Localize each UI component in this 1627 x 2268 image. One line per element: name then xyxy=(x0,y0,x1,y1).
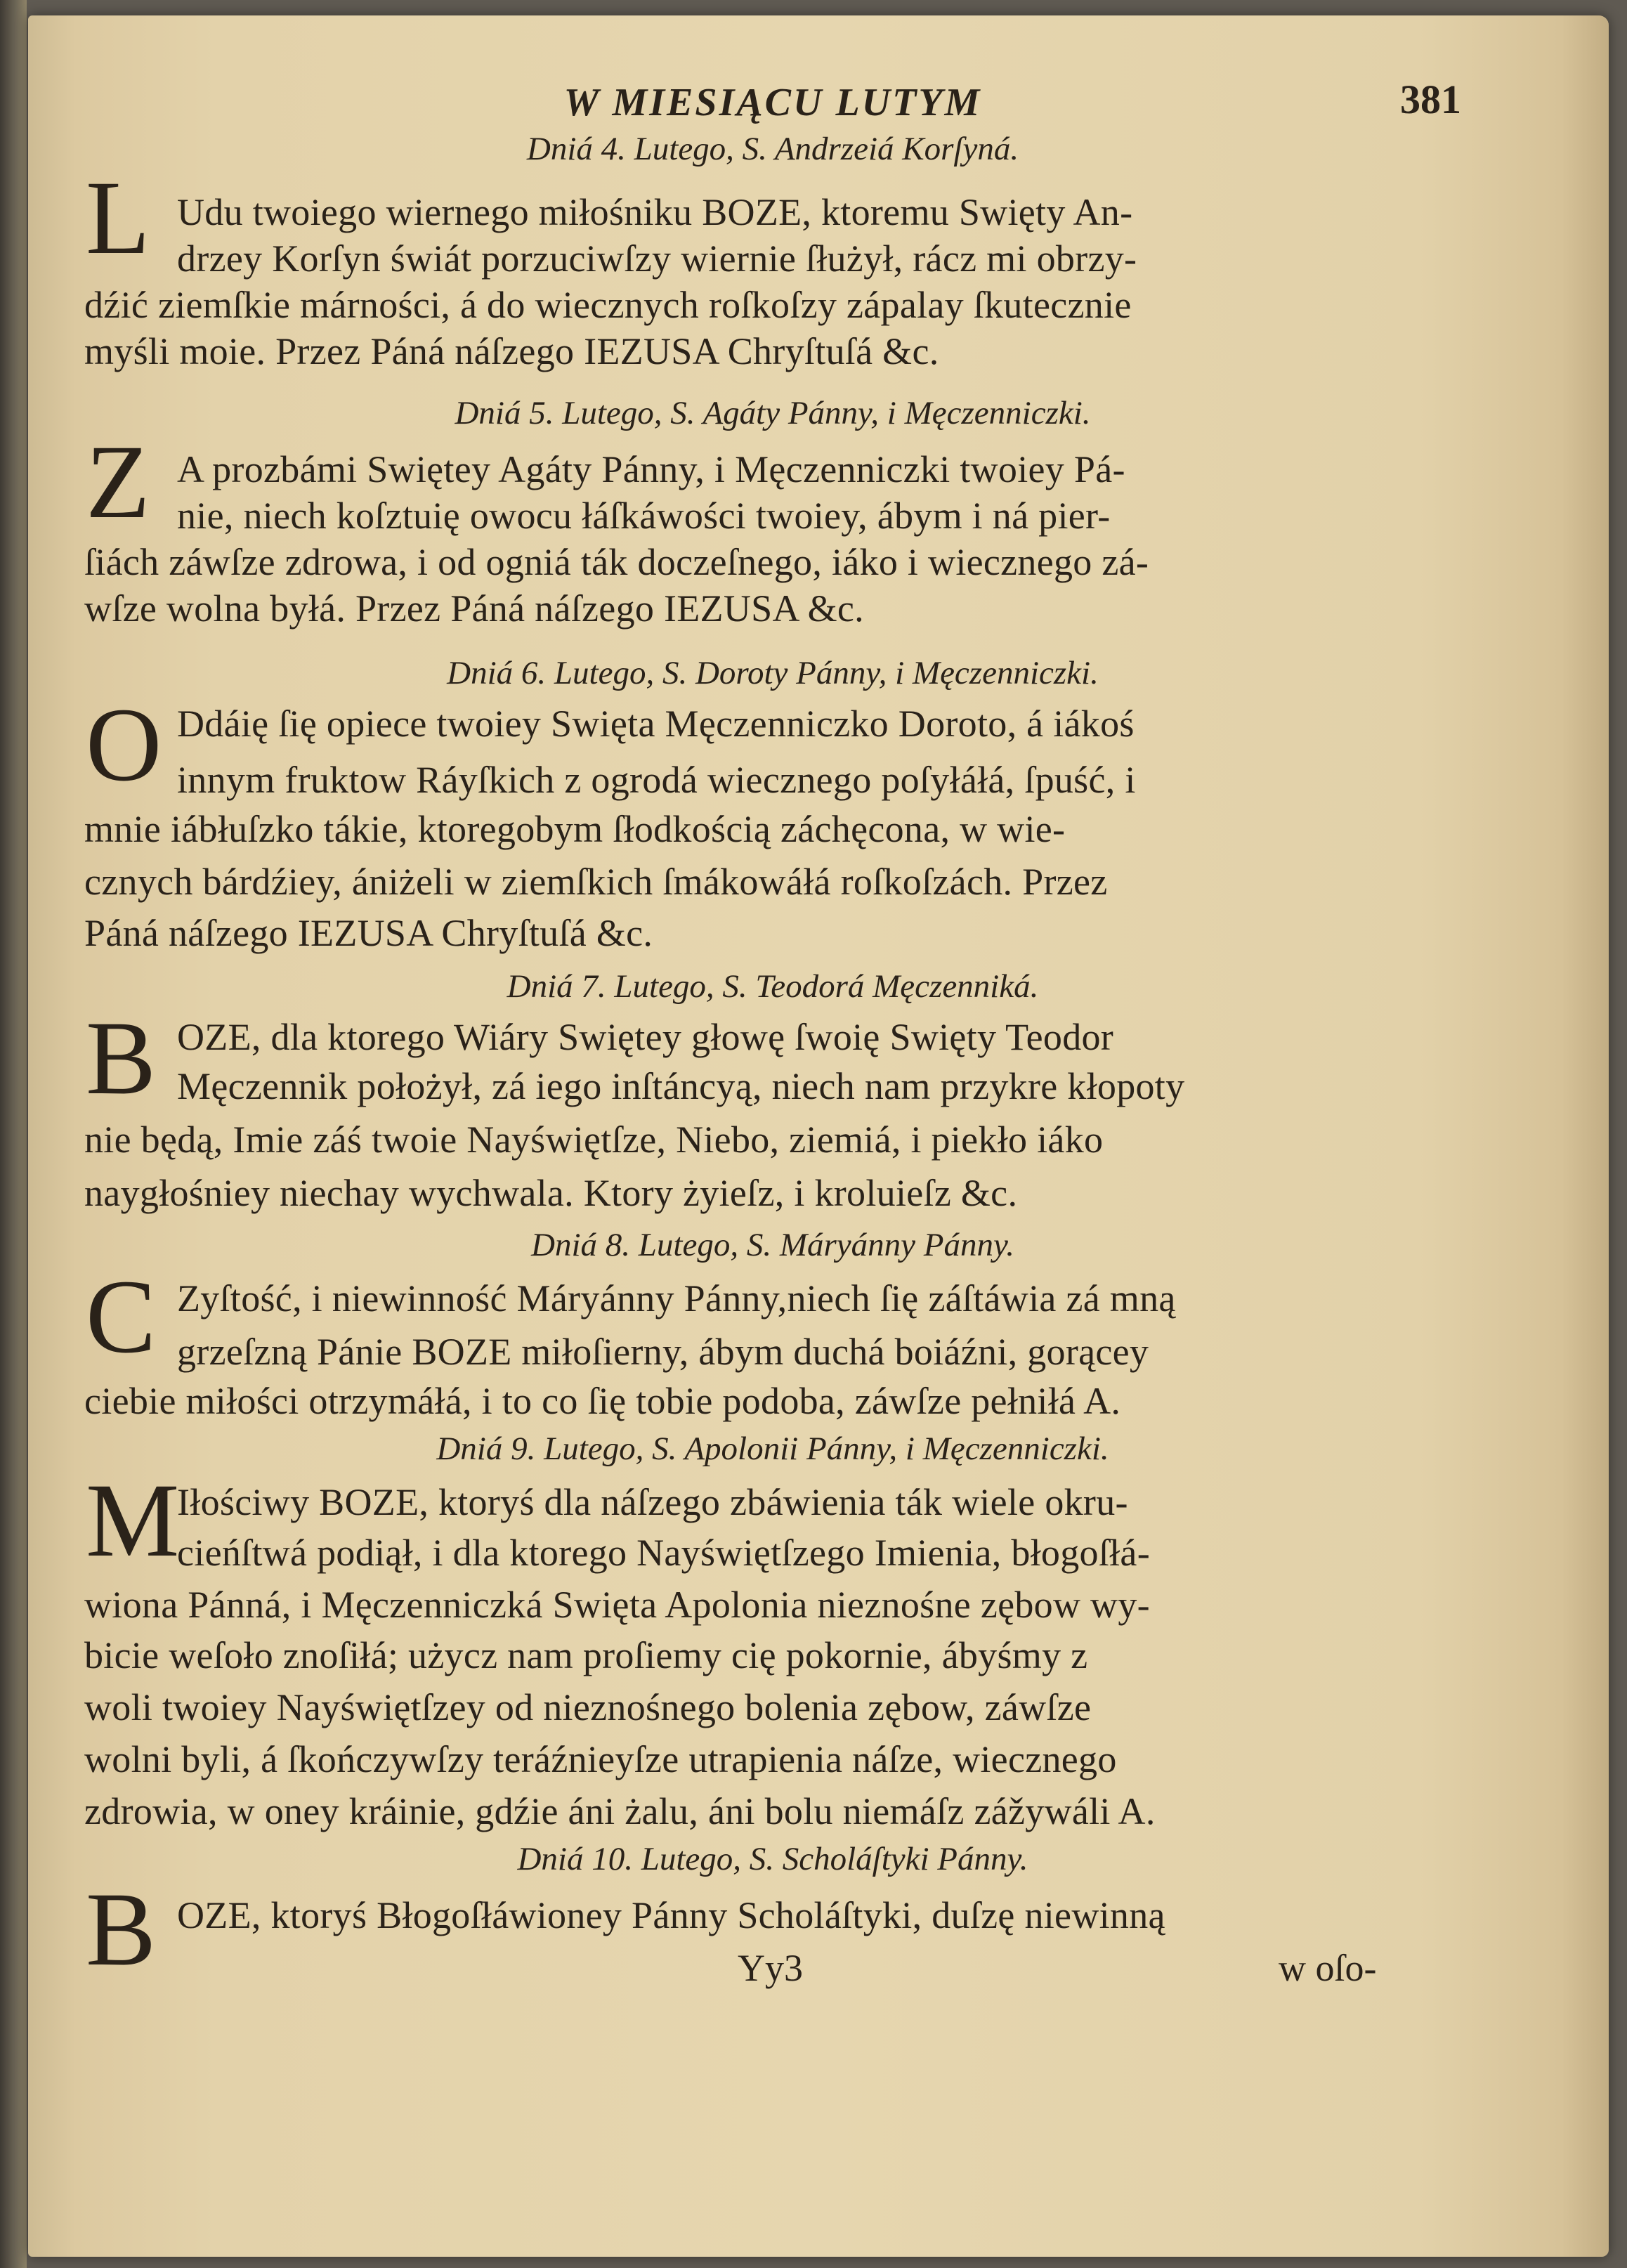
drop-cap-initial: L xyxy=(86,159,150,276)
text-line: OZE, dla ktorego Wiáry Swiętey głowę ſwoię Swięty Teodor xyxy=(177,1016,1114,1058)
text-line: bicie weſoło znoſiłá; użycz nam proſiemy cię pokornie, ábyśmy z xyxy=(84,1634,1088,1676)
text-line: Ddáię ſię opiece twoiey Swięta Męczenniczko Doroto, á iákoś xyxy=(177,703,1135,745)
text-line: grzeſzną Pánie BOZE miłoſierny, ábym duchá boiáźni, gorącey xyxy=(177,1331,1149,1373)
text-line: ciebie miłości otrzymáłá, i to co ſię tobie podoba, záwſze pełniłá A. xyxy=(84,1380,1121,1422)
text-line: naygłośniey niechay wychwala. Ktory żyieſz, i kroluieſz &c. xyxy=(84,1172,1018,1214)
running-head: W MIESIĄCU LUTYM xyxy=(563,81,982,124)
text-line: dźić ziemſkie márności, á do wiecznych roſkoſzy zápalay ſkutecznie xyxy=(84,284,1132,326)
drop-cap-initial: B xyxy=(86,1000,157,1116)
text-line: zdrowia, w oney kráinie, gdźie áni żalu, áni bolu niemáſz zážywáli A. xyxy=(84,1790,1156,1832)
text-line: nie, niech koſztuię owocu łáſkáwości twoiey, ábym i ná pier- xyxy=(177,495,1111,537)
text-line: drzey Korſyn świát porzuciwſzy wiernie ſłużył, rácz mi obrzy- xyxy=(177,237,1137,280)
text-line: wiona Pánná, i Męczenniczká Swięta Apolonia nieznośne zębow wy- xyxy=(84,1584,1150,1626)
text-line: Iłościwy BOZE, ktoryś dla náſzego zbáwienia ták wiele okru- xyxy=(177,1481,1128,1523)
text-line: Udu twoiego wiernego miłośniku BOZE, ktoremu Swięty An- xyxy=(177,191,1133,233)
text-line: myśli moie. Przez Páná náſzego IEZUSA Chryſtuſá &c. xyxy=(84,330,939,372)
catchword: w oſo- xyxy=(1279,1947,1377,1989)
drop-cap-initial: B xyxy=(86,1871,157,1988)
entry-heading: Dniá 6. Lutego, S. Doroty Pánny, i Męczenniczki. xyxy=(447,655,1099,691)
signature-mark: Yy3 xyxy=(738,1947,803,1989)
text-line: nie będą, Imie záś twoie Nayświętſze, Niebo, ziemiá, i piekło iáko xyxy=(84,1119,1104,1161)
text-line: Zyſtość, i niewinność Máryánny Pánny,niech ſię záſtáwia zá mną xyxy=(177,1277,1176,1319)
text-line: wſze wolna byłá. Przez Páná náſzego IEZUSA &c. xyxy=(84,587,864,630)
page-number: 381 xyxy=(1400,77,1461,122)
text-line: wolni byli, á ſkończywſzy teráźnieyſze utrapienia náſze, wiecznego xyxy=(84,1738,1117,1780)
text-line: A prozbámi Swiętey Agáty Pánny, i Męczenniczki twoiey Pá- xyxy=(177,448,1125,490)
text-line: OZE, ktoryś Błogoſłáwioney Pánny Scholáſtyki, duſzę niewinną xyxy=(177,1894,1165,1936)
text-line: mnie iábłuſzko tákie, ktoregobym ſłodkością záchęcona, w wie- xyxy=(84,808,1066,850)
text-line: cznych bárdźiey, ániżeli w ziemſkich ſmákowáłá roſkoſzách. Przez xyxy=(84,861,1108,903)
entry-heading: Dniá 8. Lutego, S. Máryánny Pánny. xyxy=(531,1227,1014,1263)
drop-cap-initial: C xyxy=(86,1258,157,1375)
drop-cap-initial: O xyxy=(86,686,162,803)
text-line: Páná náſzego IEZUSA Chryſtuſá &c. xyxy=(84,912,653,954)
text-line: woli twoiey Nayświętſzey od nieznośnego bolenia zębow, záwſze xyxy=(84,1686,1092,1728)
drop-cap-initial: Z xyxy=(86,424,150,540)
entry-heading: Dniá 10. Lutego, S. Scholáſtyki Pánny. xyxy=(517,1841,1028,1877)
text-line: Męczennik położył, zá iego inſtáncyą, niech nam przykre kłopoty xyxy=(177,1065,1185,1107)
entry-heading: Dniá 7. Lutego, S. Teodorá Męczenniká. xyxy=(507,968,1039,1005)
text-line: cieńſtwá podiął, i dla ktorego Nayświętſzego Imienia, błogoſłá- xyxy=(177,1532,1150,1574)
entry-heading: Dniá 4. Lutego, S. Andrzeiá Korſyná. xyxy=(526,131,1019,167)
drop-cap-initial: M xyxy=(86,1462,180,1579)
text-line: ſiách záwſze zdrowa, i od ogniá ták doczeſnego, iáko i wiecznego zá- xyxy=(84,541,1149,583)
entry-heading: Dniá 9. Lutego, S. Apolonii Pánny, i Męczenniczki. xyxy=(436,1430,1109,1467)
entry-heading: Dniá 5. Lutego, S. Agáty Pánny, i Męczenniczki. xyxy=(455,395,1091,431)
text-line: innym fruktow Ráyſkich z ogrodá wiecznego poſyłáłá, ſpuść, i xyxy=(177,759,1136,801)
